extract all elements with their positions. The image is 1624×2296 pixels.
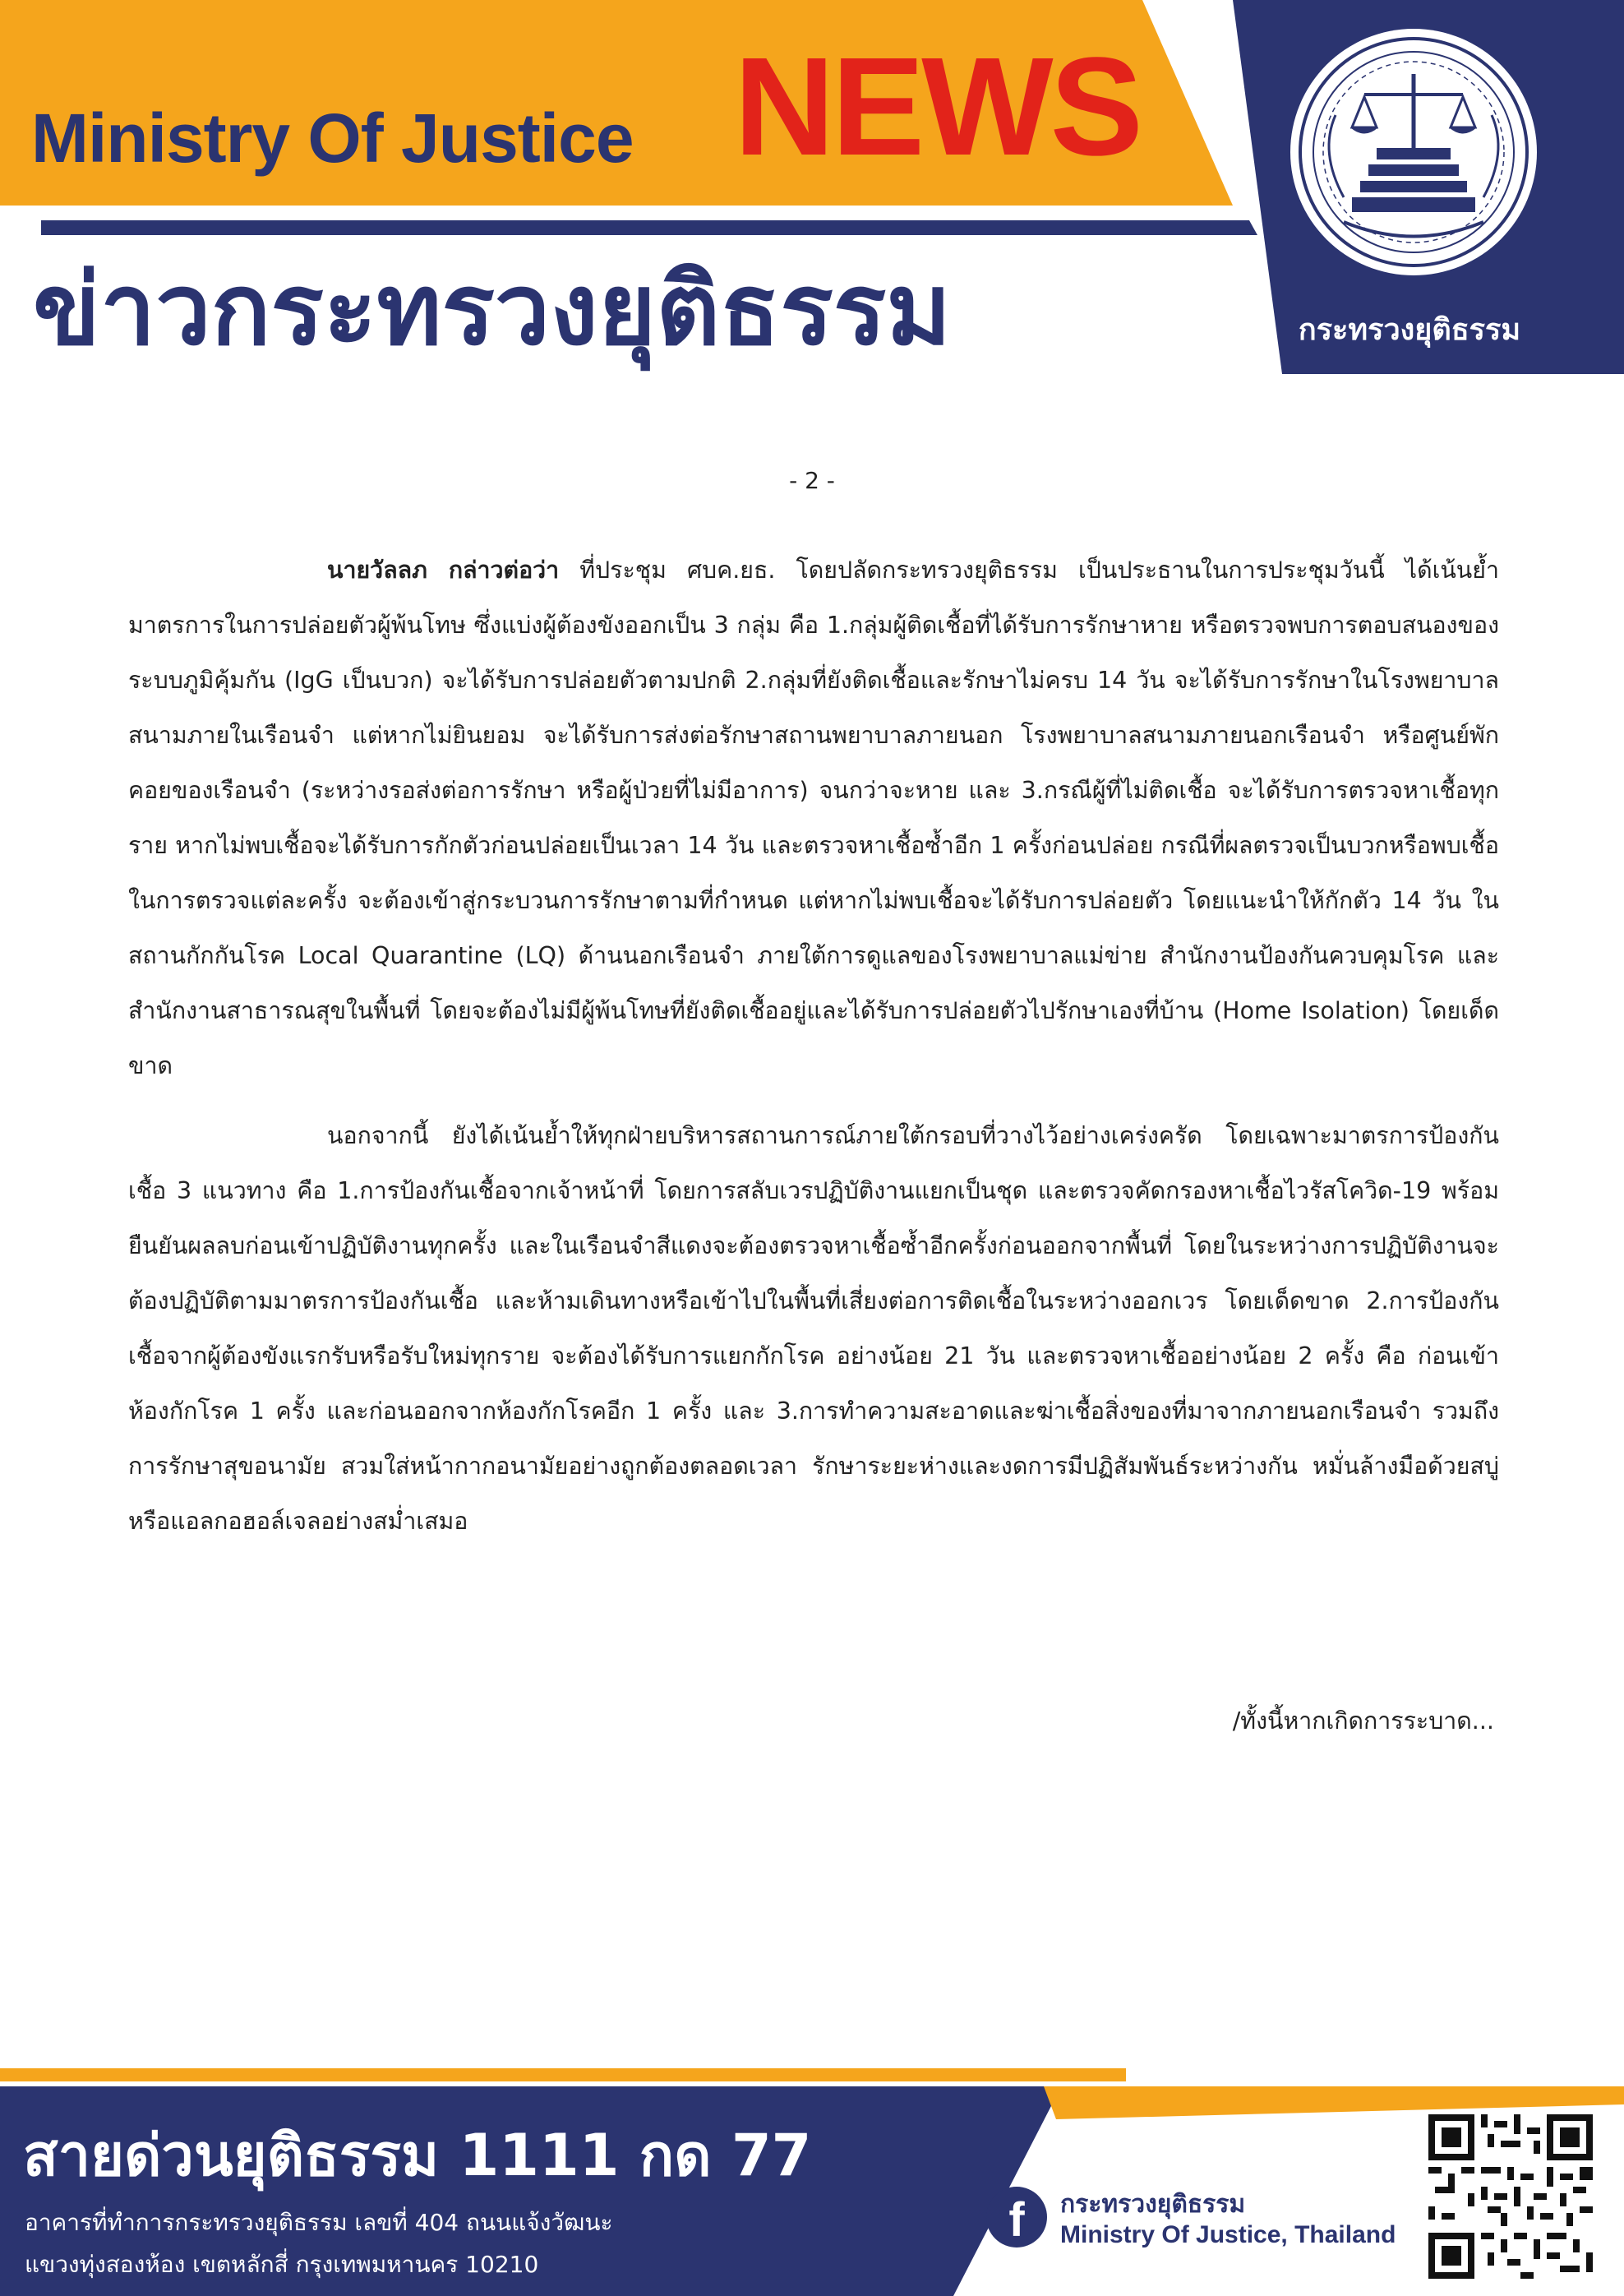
continuation-note: /ทั้งนี้หากเกิดการระบาด... [1232,1707,1494,1735]
header-title-en: Ministry Of Justice [31,99,634,177]
facebook-page-name-en[interactable]: Ministry Of Justice, Thailand [1060,2221,1396,2248]
address-line-2: แขวงทุ่งสองห้อง เขตหลักสี่ กรุงเทพมหานคร 10210 [25,2251,539,2278]
paragraph-2 [128,1108,1499,1549]
paragraph-1-text: ที่ประชุม ศบค.ยธ. โดยปลัดกระทรวงยุติธรรม เป็นประธานในการประชุมวันนี้ ได้เน้นย้ำมาตรการในการปล่อยตัวผู้พ้นโทษ ซึ่งแบ่งผู้ต้องขังออกเป็น 3 กลุ่ม คือ 1.กลุ่มผู้ติดเชื้อที่ได้รับการรักษาหาย หรือตรวจพบการตอบสนองของระบบภูมิคุ้มกัน (IgG เป็นบวก) จะได้รับการปล่อยตัวตามปกติ 2.กลุ่มที่ยังติดเชื้อและรักษาไม่ครบ 14 วัน จะได้รับการรักษาในโรงพยาบาลสนามภายในเรือนจำ แต่หากไม่ยินยอม จะได้รับการส่งต่อรักษาสถานพยาบาลภายนอก โรงพยาบาลสนามภายนอกเรือนจำ หรือศูนย์พักคอยของเรือนจำ (ระหว่างรอส่งต่อการรักษา หรือผู้ป่วยที่ไม่มีอาการ) จนกว่าจะหาย และ 3.กรณีผู้ที่ไม่ติดเชื้อ จะได้รับการตรวจหาเชื้อทุกราย หากไม่พบเชื้อจะได้รับการกักตัวก่อนปล่อยเป็นเวลา 14 วัน และตรวจหาเชื้อซ้ำอีก 1 ครั้งก่อนปล่อย กรณีที่ผลตรวจเป็นบวกหรือพบเชื้อในการตรวจแต่ละครั้ง จะต้องเข้าสู่กระบวนการรักษาตามที่กำหนด แต่หากไม่พบเชื้อจะได้รับการปล่อยตัว โดยแนะนำให้กักตัว 14 วัน ในสถานกักกันโรค Local Quarantine (LQ) ด้านนอกเรือนจำ ภายใต้การดูแลของโรงพยาบาลแม่ข่าย สำนักงานป้องกันควบคุมโรค และสำนักงานสาธารณสุขในพื้นที่ โดยจะต้องไม่มีผู้พ้นโทษที่ยังติดเชื้ออยู่และได้รับการปล่อยตัวไปรักษาเองที่บ้าน (Home Isolation) โดยเด็ดขาด [128,557,1499,1079]
seal-caption: กระทรวงยุติธรรม [1298,313,1521,347]
header-news-word: NEWS [734,29,1140,185]
hotline-text: สายด่วนยุติธรรม 1111 กด 77 [23,2122,812,2189]
ministry-seal-icon [1286,25,1541,279]
paragraph-2-text: นอกจากนี้ ยังได้เน้นย้ำให้ทุกฝ่ายบริหารสถานการณ์ภายใต้กรอบที่วางไว้อย่างเคร่งครัด โดยเฉพาะมาตรการป้องกันเชื้อ 3 แนวทาง คือ 1.การป้องกันเชื้อจากเจ้าหน้าที่ โดยการสลับเวรปฏิบัติงานแยกเป็นชุด และตรวจคัดกรองหาเชื้อไวรัสโควิด-19 พร้อมยืนยันผลลบก่อนเข้าปฏิบัติงานทุกครั้ง และในเรือนจำสีแดงจะต้องตรวจหาเชื้อซ้ำอีกครั้งก่อนออกจากพื้นที่ โดยในระหว่างการปฏิบัติงานจะต้องปฏิบัติตามมาตรการป้องกันเชื้อ และห้ามเดินทางหรือเข้าไปในพื้นที่เสี่ยงต่อการติดเชื้อในระหว่างออกเวร โดยเด็ดขาด 2.การป้องกันเชื้อจากผู้ต้องขังแรกรับหรือรับใหม่ทุกราย จะต้องได้รับการแยกกักโรค อย่างน้อย 21 วัน และตรวจหาเชื้ออย่างน้อย 2 ครั้ง คือ ก่อนเข้าห้องกักโรค 1 ครั้ง และก่อนออกจากห้องกักโรคอีก 1 ครั้ง และ 3.การทำความสะอาดและฆ่าเชื้อสิ่งของที่มาจากภายนอกเรือนจำ รวมถึงการรักษาสุขอนามัย สวมใส่หน้ากากอนามัยอย่างถูกต้องตลอดเวลา รักษาระยะห่างและงดการมีปฏิสัมพันธ์ระหว่างกัน หมั่นล้างมือด้วยสบู่หรือแอลกอฮอล์เจลอย่างสม่ำเสมอ [128,1122,1499,1535]
paragraph-1 [128,543,1499,1093]
header-navy-stripe [41,220,1257,235]
article-body [128,543,1499,1564]
header-title-th: ข่าวกระทรวงยุติธรรม [33,253,952,367]
qr-code-icon [1428,2114,1593,2279]
footer-orange-stripe [0,2068,1126,2081]
page-number: - 2 - [789,467,835,494]
facebook-icon[interactable]: f [986,2187,1047,2247]
address-line-1: อาคารที่ทำการกระทรวงยุติธรรม เลขที่ 404 ถนนแจ้งวัฒนะ [25,2209,613,2236]
paragraph-1-lead: นายวัลลภ กล่าวต่อว่า [327,557,560,584]
facebook-page-name-th[interactable]: กระทรวงยุติธรรม [1060,2190,1246,2219]
